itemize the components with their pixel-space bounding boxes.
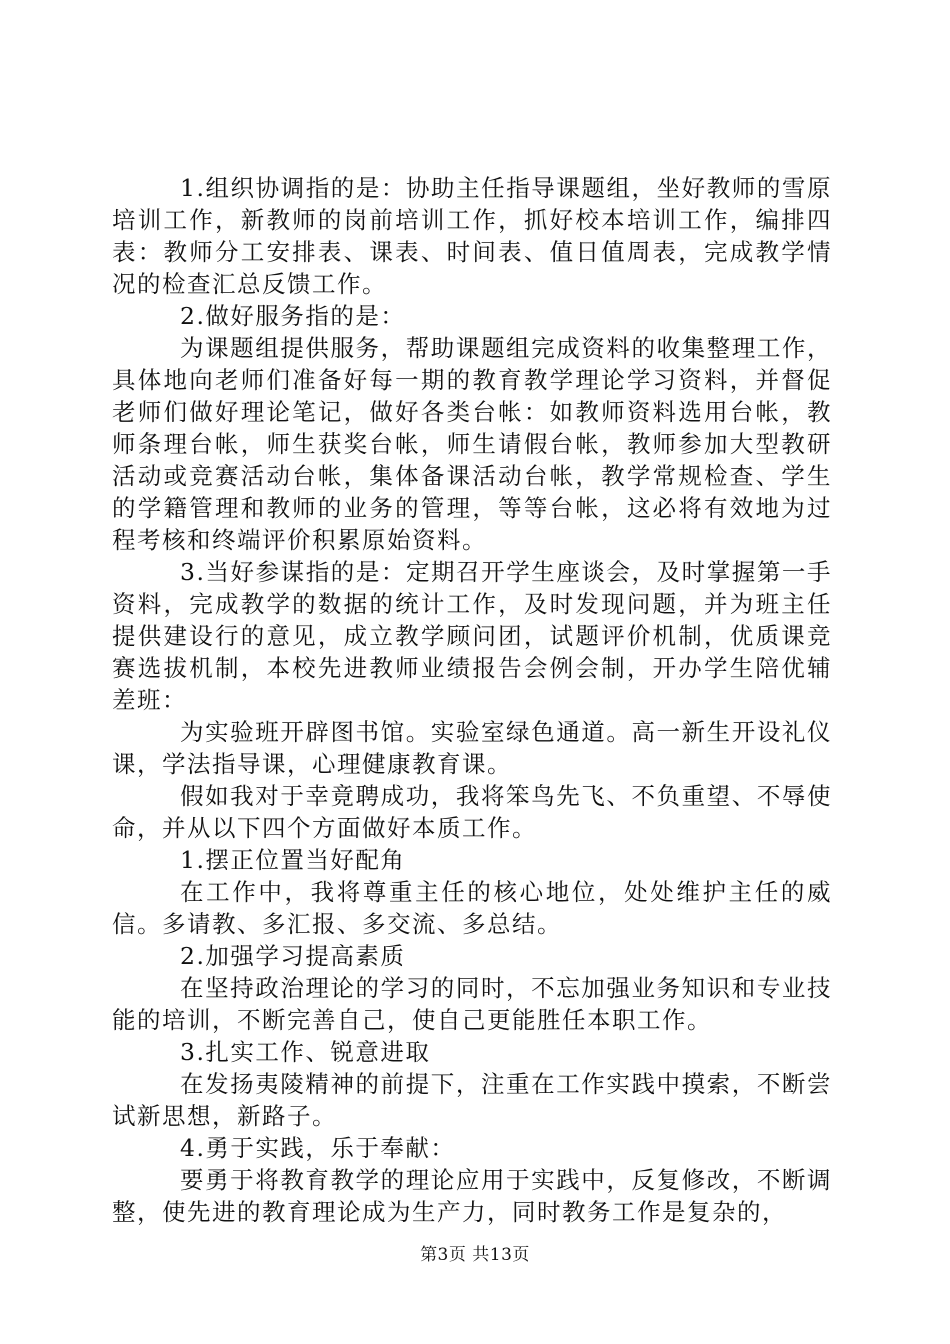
paragraph-3: 为课题组提供服务，帮助课题组完成资料的收集整理工作，具体地向老师们准备好每一期的教育教学理论学习资料，并督促老师们做好理论笔记，做好各类台帐：如教师资料选用台帐，教师条理台帐，师生获奖台帐，师生请假台帐，教师参加大型教研活动或竞赛活动台帐，集体备课活动台帐，教学常规检查、学生的学籍管理和教师的业务的管理，等等台帐，这必将有效地为过程考核和终端评价积累原始资料。 [112,334,832,554]
paragraph-1: 1.组织协调指的是：协助主任指导课题组，坐好教师的雪原培训工作，新教师的岗前培训工作，抓好校本培训工作，编排四表：教师分工安排表、课表、时间表、值日值周表，完成教学情况的检查汇总反馈工作。 [112,174,832,298]
paragraph-12: 在发扬夷陵精神的前提下，注重在工作实践中摸索，不断尝试新思想，新路子。 [112,1070,832,1130]
paragraph-10: 在坚持政治理论的学习的同时，不忘加强业务知识和专业技能的培训，不断完善自己，使自己更能胜任本职工作。 [112,974,832,1034]
paragraph-7: 1.摆正位置当好配角 [180,846,406,874]
paragraph-6: 假如我对于幸竟聘成功，我将笨鸟先飞、不负重望、不辱使命，并从以下四个方面做好本质工作。 [112,782,832,842]
paragraph-14: 要勇于将教育教学的理论应用于实践中，反复修改，不断调整，使先进的教育理论成为生产力，同时教务工作是复杂的， [112,1166,832,1226]
paragraph-8: 在工作中，我将尊重主任的核心地位，处处维护主任的威信。多请教、多汇报、多交流、多总结。 [112,878,832,938]
paragraph-11: 3.扎实工作、锐意进取 [180,1038,431,1066]
page-number-footer: 第3页 共13页 [420,1245,530,1265]
paragraph-2: 2.做好服务指的是： [180,302,406,330]
paragraph-13: 4.勇于实践，乐于奉献： [180,1134,456,1162]
paragraph-4: 3.当好参谋指的是：定期召开学生座谈会，及时掌握第一手资料，完成教学的数据的统计工作，及时发现问题，并为班主任提供建设行的意见，成立教学顾问团，试题评价机制，优质课竞赛选拔机制，本校先进教师业绩报告会例会制，开办学生陪优辅差班： [112,558,832,714]
paragraph-9: 2.加强学习提高素质 [180,942,406,970]
document-body [112,172,832,1228]
paragraph-5: 为实验班开辟图书馆。实验室绿色通道。高一新生开设礼仪课，学法指导课，心理健康教育课。 [112,718,832,778]
